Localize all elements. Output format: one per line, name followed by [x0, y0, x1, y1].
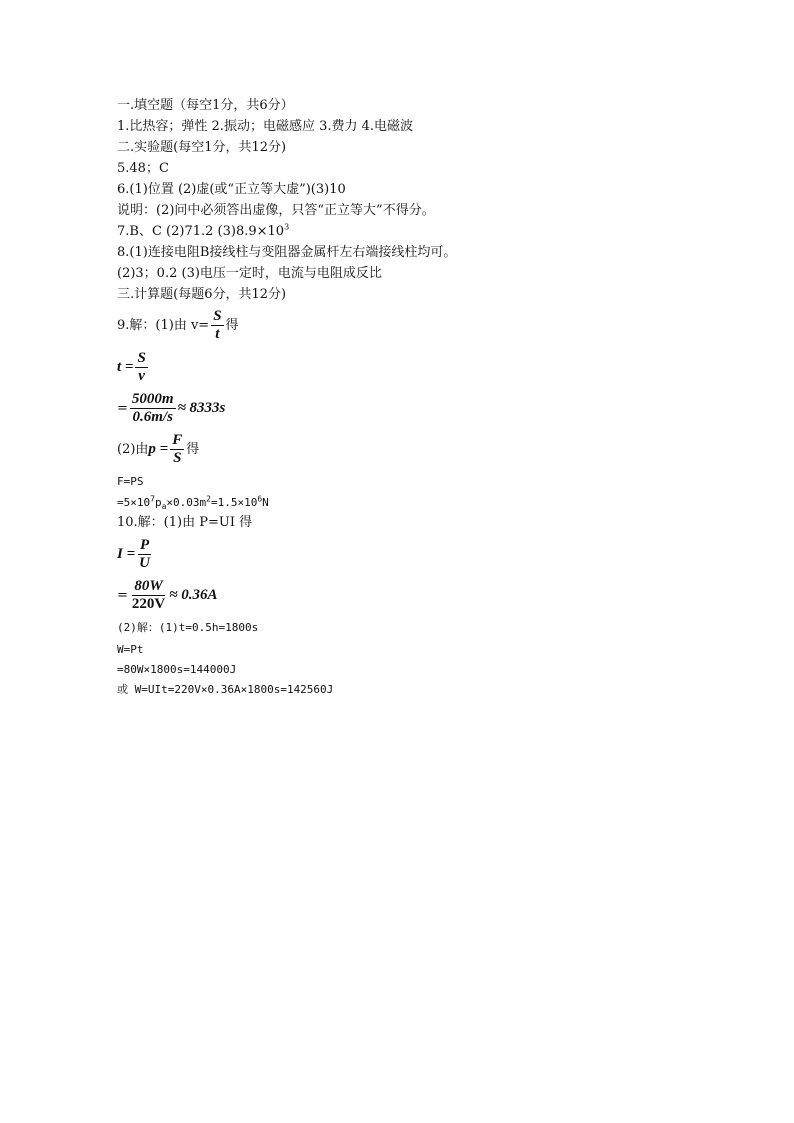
answer-line-8-part2: (2)3；0.2 (3)电压一定时，电流与电阻成反比	[117, 266, 382, 281]
q9-intro: 9.解：(1)由 v=	[117, 318, 210, 333]
q9-part2-after: 得	[186, 442, 200, 457]
q9-intro-line	[117, 308, 239, 344]
fraction-numerator: S	[213, 308, 222, 324]
answer-line-8: 8.(1)连接电阻B接线柱与变阻器金属杆左右端接线柱均可。	[117, 245, 457, 260]
fraction-numerator: S	[137, 350, 146, 366]
answer-line-1: 1.比热容；弹性 2.振动；电磁感应 3.费力 4.电磁波	[117, 119, 414, 134]
q10-intro: 10.解：(1)由 P=UI 得	[117, 515, 253, 530]
fraction-denominator: S	[173, 450, 182, 466]
answer-line-7-exponent: 3	[284, 222, 290, 232]
q10-formula-calc	[117, 577, 218, 614]
fraction-numerator: P	[139, 537, 150, 553]
fraction-denominator: v	[138, 368, 145, 384]
calc-exponent: 6	[257, 494, 263, 504]
fraction-numerator: 5000m	[131, 391, 174, 407]
answer-line-6: 6.(1)位置 (2)虚(或“正立等大虚”)(3)10	[117, 182, 346, 197]
calc-exponent: 2	[206, 494, 211, 504]
q10-wpt: W=Pt	[117, 643, 144, 656]
calc-part: =1.5×10	[210, 496, 258, 509]
q9-pressure-calc	[117, 493, 269, 513]
q9-after: 得	[225, 318, 239, 333]
fraction-power-voltage	[130, 578, 167, 613]
calc-subscript: a	[161, 502, 167, 512]
q10-i-eq: I =	[117, 546, 136, 562]
q9-formula-t	[117, 349, 150, 386]
section-heading-fill-blank: 一.填空题（每空1分，共6分）	[117, 98, 294, 113]
q9-part2-intro: (2)由	[117, 442, 149, 457]
q9-formula-calc	[117, 390, 225, 427]
q9-t-eq: t =	[117, 359, 134, 375]
fraction-f-over-s	[170, 432, 184, 467]
fraction-p-over-u	[137, 537, 152, 572]
calc-part: N	[262, 496, 269, 509]
calc-part: p	[154, 496, 162, 509]
calc-part: =5×10	[117, 496, 151, 509]
q10-calc1: =80W×1800s=144000J	[117, 663, 237, 676]
q9-p-eq: p =	[148, 441, 169, 457]
q9-eq-prefix: =	[117, 401, 128, 416]
fraction-denominator: 220V	[131, 596, 166, 612]
q10-calc2: 或 W=UIt=220V×0.36A×1800s=142560J	[117, 683, 334, 696]
fraction-numerator: 80W	[134, 578, 163, 594]
section-heading-experiment: 二.实验题(每空1分，共12分)	[117, 140, 287, 155]
fraction-distance-speed	[130, 391, 176, 426]
q9-fps: F=PS	[117, 475, 144, 488]
answer-line-7	[117, 222, 289, 242]
q10-eq-prefix: =	[117, 588, 128, 603]
q10-approx-result: ≈ 0.36A	[169, 587, 218, 603]
q10-part2: (2)解：(1)t=0.5h=1800s	[117, 621, 259, 634]
fraction-s-over-v	[135, 350, 147, 385]
q10-formula-i	[117, 536, 154, 573]
answer-note: 说明：(2)问中必须答出虚像，只答“正立等大”不得分。	[117, 203, 435, 218]
fraction-numerator: F	[172, 432, 183, 448]
q9-approx-result: ≈ 8333s	[177, 400, 226, 416]
answer-line-5: 5.48；C	[117, 161, 169, 176]
calc-exponent: 7	[150, 494, 155, 504]
answer-line-7-text: 7.B、C (2)71.2 (3)8.9×10	[117, 224, 285, 239]
fraction-denominator: U	[139, 555, 150, 571]
fraction-denominator: t	[215, 326, 220, 342]
q9-part2-line	[117, 431, 199, 468]
fraction-s-over-t	[211, 308, 223, 343]
section-heading-calculation: 三.计算题(每题6分，共12分)	[117, 287, 287, 302]
fraction-denominator: 0.6m/s	[132, 409, 173, 425]
calc-part: ×0.03m	[166, 496, 207, 509]
